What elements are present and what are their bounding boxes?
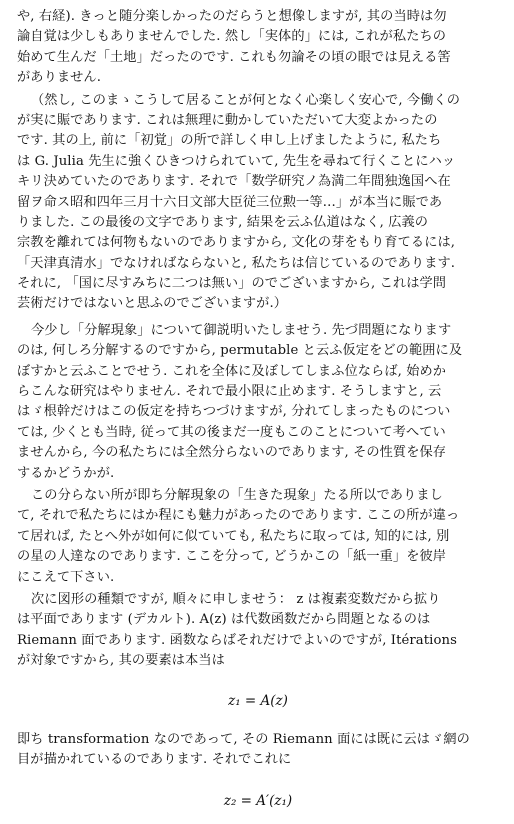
text-line: 今少し「分解現象」について御説明いたしませう. 先づ問題になります [31,322,452,338]
text-line: にこえて下さい. [17,569,115,585]
text-line: （然し, このまゝこうして居ることが何となく心楽しく安心で, 今働くの [31,92,461,108]
paragraph-transformation [17,730,499,771]
paragraph-decomposition [17,321,499,484]
text-line: 宗教を離れては何物もないのでありますから, 文化の芽をもり育てるには, [17,235,456,251]
text-line: ては, 少くとも当時, 従って其の後まだ一度もこのことについて考へてい [17,424,446,440]
text-line: 即ち transformation なのであって, その Riemann 面には既に云はゞ網の [17,731,470,747]
text-line: は G. Julia 先生に強くひきつけられていて, 先生を尋ねて行くことにハッ [17,153,456,169]
text-line: はゞ根幹だけはこの仮定を持ちつづけますが, 分れてしまったものについ [17,404,451,420]
paragraph-figure-types [17,590,499,672]
text-line: が実に賑であります. これは無理に動かしていただいて大変よかったの [17,112,438,128]
text-line: がありません. [17,70,102,86]
text-line: 芸術だけではないと思ふのでございますが.） [17,296,288,312]
text-line: て居れば, たとへ外が如何に似ていても, 私たちに取っては, 知的には, 別 [17,528,450,544]
text-line: の星の人達なのであります. ここを分って, どうかこの「紙一重」を彼岸 [17,549,447,565]
text-line: するかどうかが. [17,465,115,481]
text-line: キリ決めていたのであります. それで「数学研究ノ為満二年間独逸国へ在 [17,174,451,190]
equation-z2: z₂ = A′(z₁) [223,793,293,810]
text-line: 論自覚は少しもありませんでした. 然し「実体的」には, これが私たちの [17,29,447,45]
text-line: が対象ですから, 其の要素は本当は [17,653,225,669]
text-line: や, 右経). きっと随分楽しかったのだらうと想像しますが, 其の当時は勿 [17,9,447,24]
paragraph-aside [17,91,499,315]
equation-z1: z₁ = A(z) [228,692,288,709]
text-line: 目が描かれているのであります. それでこれに [17,751,292,767]
text-line: 始めて生んだ「土地」だったのです. これも勿論その頃の眼では見える筈 [17,49,451,65]
paragraph-living-phenomenon [17,486,499,588]
document-page [17,7,499,812]
text-line: のは, 何しろ分解するのですから, permutable と云ふ仮定をどの範囲に及 [17,343,463,359]
text-line: は平面であります (デカルト). A(z) は代数函数だから問題となるのは [17,612,431,628]
text-line: 次に図形の種類ですが, 順々に申しませう： z は複素変数だから拡り [31,591,441,607]
text-line: りました. この最後の文字であります, 結果を云ふ仏道はなく, 広義の [17,214,429,230]
text-line: それに, 「国に尽すみちに二つは無い」のでございますから, これは学問 [17,276,447,292]
text-line: て, それで私たちにはか程にも魅力があったのであります. ここの所が違っ [17,508,460,524]
text-line: 「天津真清水」でなければならないと, 私たちは信じているのであります. [17,255,456,271]
paragraph-intro [17,7,499,89]
text-line: らこんな研究はやりません. それで最小限に止めます. そうしますと, 云 [17,384,442,400]
text-line: 留ヲ命ス昭和四年三月十六日文部大臣従三位勲一等…」が本当に賑であ [17,194,443,210]
text-line: ぼすかと云ふことでせう. これを全体に及ぼしてしまふ位ならば, 始めか [17,363,447,379]
text-line: Riemann 面であります. 函数ならばそれだけでよいのですが, Itérations [17,632,457,648]
text-line: この分らない所が即ち分解現象の「生きた現象」たる所以でありまし [31,487,443,503]
text-line: ませんから, 今の私たちには全然分らないのであります, その性質を保存 [17,445,447,461]
text-line: です. 其の上, 前に「初覚」の所で詳しく申し上げましたように, 私たち [17,133,442,149]
